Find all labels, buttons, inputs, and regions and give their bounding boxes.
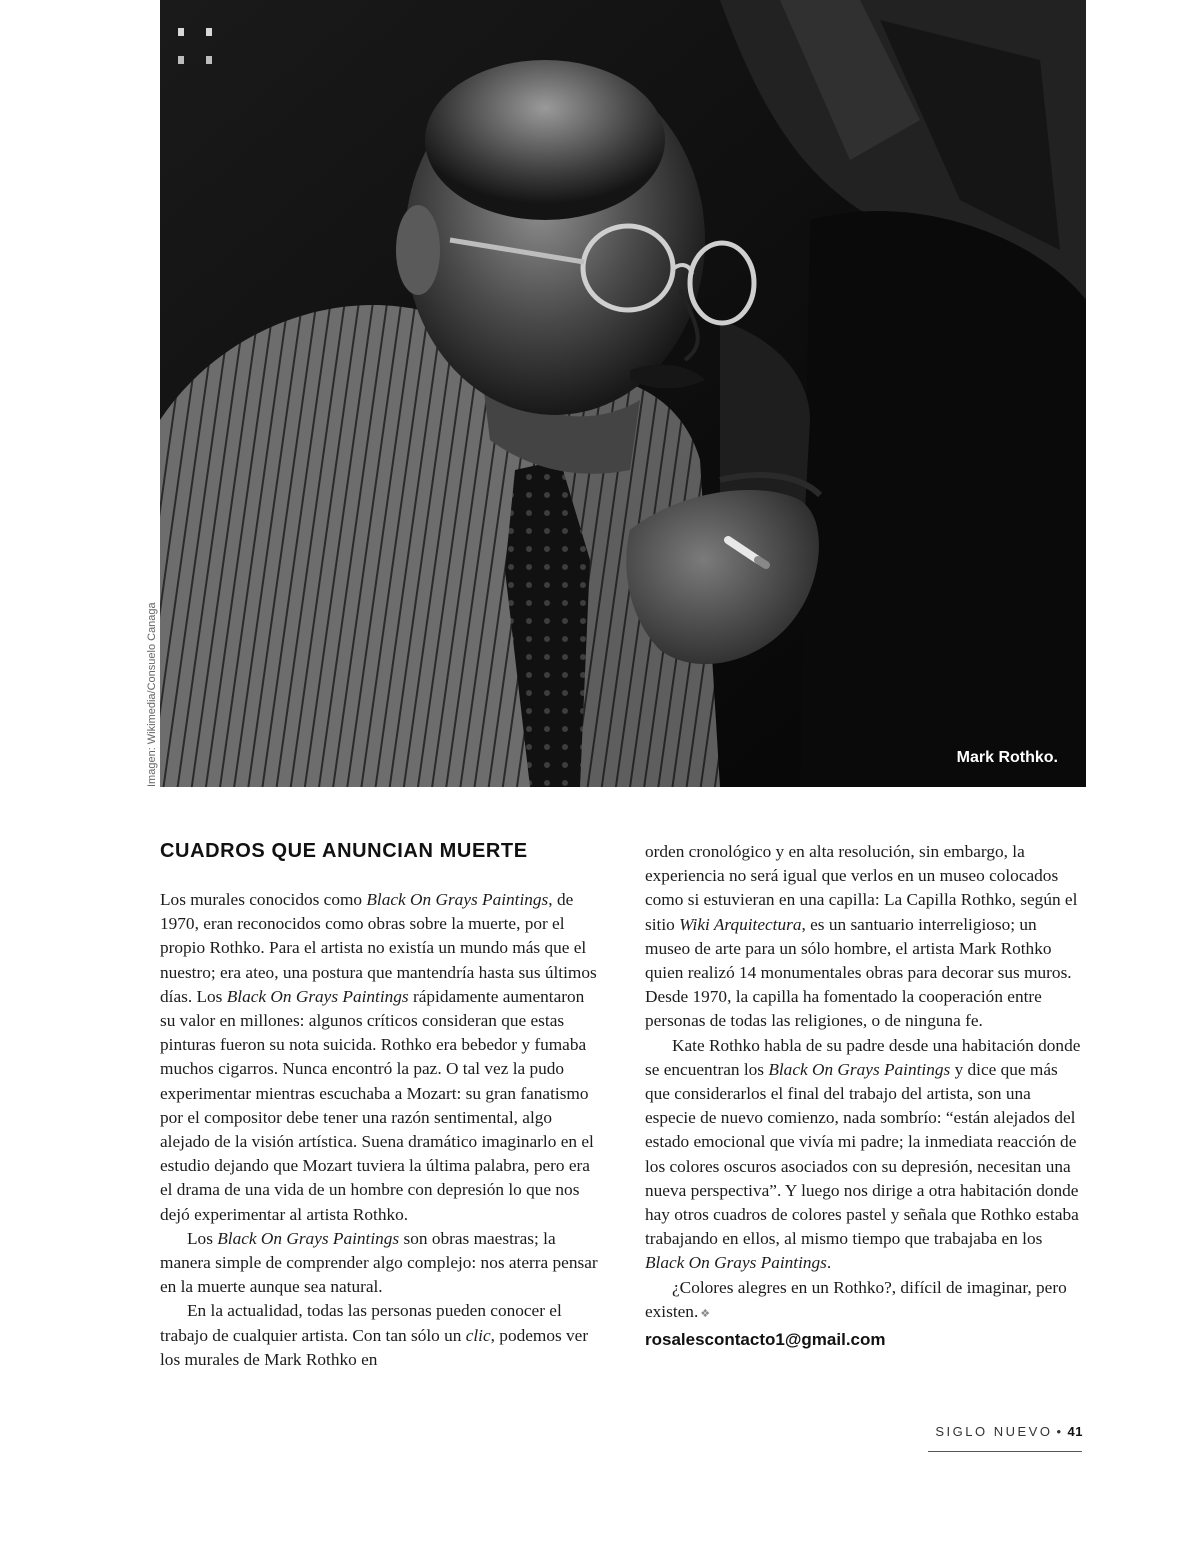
p4-text-b: y dice que más que considerarlos el final del trabajo del artista, son una especie de nuevo comienzo, nada sombrío: “están alejados del estado emocional que vivía mi padre; la inmediata reacción de los colores oscuros asociados con su depresión, necesitan una nueva perspectiva”. Y luego nos dirige a otra habitación donde hay otros cuadros de colores pastel y señala que Rothko estaba trabajando en ellos, al mismo tiempo que trabajaba en los: [645, 1059, 1079, 1249]
paragraph-5: [645, 1276, 1085, 1326]
photo-illustration: [160, 0, 1086, 787]
paragraph-3-start: [160, 1299, 600, 1372]
p1-title-b: Black On Grays Paintings: [226, 986, 409, 1006]
p4-title-b: Black On Grays Paintings: [645, 1253, 827, 1273]
p4-text-c: .: [826, 1253, 832, 1273]
paragraph-1: [160, 888, 600, 1227]
end-mark-icon: ❖: [700, 1307, 711, 1320]
p4-text-a: Kate Rothko habla de su padre desde una habitación donde se encuentran los: [645, 1035, 1081, 1079]
p2-title: Black On Grays Paintings: [217, 1228, 400, 1248]
section-heading: CUADROS QUE ANUNCIAN MUERTE: [160, 840, 528, 862]
publication-name: SIGLO NUEVO: [935, 1424, 1053, 1439]
p3-site-name: Wiki Arquitectura: [679, 914, 802, 934]
p1-text-b: , de 1970, eran reconocidos como obras sobre la muerte, por el propio Rothko. Para el artista no existía un mundo más que el nuestro; era ateo, una postura que mantendría hasta sus últimos días. Los: [160, 890, 597, 1006]
p5-text: ¿Colores alegres en un Rothko?, difícil de imaginar, pero existen.: [645, 1277, 1067, 1321]
footer-separator: •: [1056, 1424, 1064, 1439]
p2-text-a: Los: [187, 1228, 218, 1248]
article-column-right: [645, 840, 1085, 1352]
p3-text-a: En la actualidad, todas las personas pueden conocer el trabajo de cualquier artista. Con tan sólo un: [160, 1301, 562, 1345]
p3-text-b-first: , podemos ver los murales de Mark Rothko en: [160, 1325, 589, 1369]
footer-rule: [928, 1451, 1082, 1452]
p1-text-c: rápidamente aumentaron su valor en millones: algunos críticos consideran que estas pinturas fueron su nota suicida. Rothko era bebedor y fumaba muchos cigarros. Nunca encontró la paz. O tal vez la pudo experimentar mientras escuchaba a Mozart: su gran fanatismo por el compositor debe tener una razón sentimental, algo alejado de la visión artística. Suena dramático imaginarlo en el estudio dejando que Mozart tuviera la última palabra, pero era el drama de una vida de un hombre con depresión lo que nos dejó experimentar al artista Rothko.: [160, 986, 594, 1224]
p1-text-a: Los murales conocidos como: [160, 890, 367, 909]
photo-caption: Mark Rothko.: [956, 749, 1058, 766]
article-column-left: [160, 888, 600, 1372]
rothko-photograph: [160, 0, 1086, 787]
page-footer: [935, 1424, 1083, 1439]
author-email-link[interactable]: rosalescontacto1@gmail.com: [645, 1330, 886, 1350]
p3-text-c: , es un santuario interreligioso; un museo de arte para un sólo hombre, el artista Mark Rothko quien realizó 14 monumentales obras para decorar sus muros. Desde 1970, la capilla ha fomentado la cooperación entre personas de todas las religiones, o de ninguna fe.: [645, 914, 1072, 1031]
p3-text-b-rest: orden cronológico y en alta resolución, sin embargo, la experiencia no será igual que verlos en un museo colocados como si estuvieran en una capilla: La Capilla Rothko, según el sitio: [645, 842, 1078, 934]
paragraph-3-continued: [645, 840, 1085, 1034]
paragraph-2: [160, 1227, 600, 1300]
paragraph-4: [645, 1034, 1085, 1276]
p1-title-a: Black On Grays Paintings: [366, 890, 549, 909]
p4-title-a: Black On Grays Paintings: [768, 1059, 951, 1079]
p3-italic-clic: clic: [465, 1325, 491, 1345]
p2-text-b: son obras maestras; la manera simple de comprender algo complejo: nos aterra pensar en la muerte aunque sea natural.: [160, 1228, 598, 1297]
photo-credit: Imagen: Wikimedia/Consuelo Canaga: [146, 602, 158, 787]
page-number: 41: [1067, 1424, 1083, 1439]
